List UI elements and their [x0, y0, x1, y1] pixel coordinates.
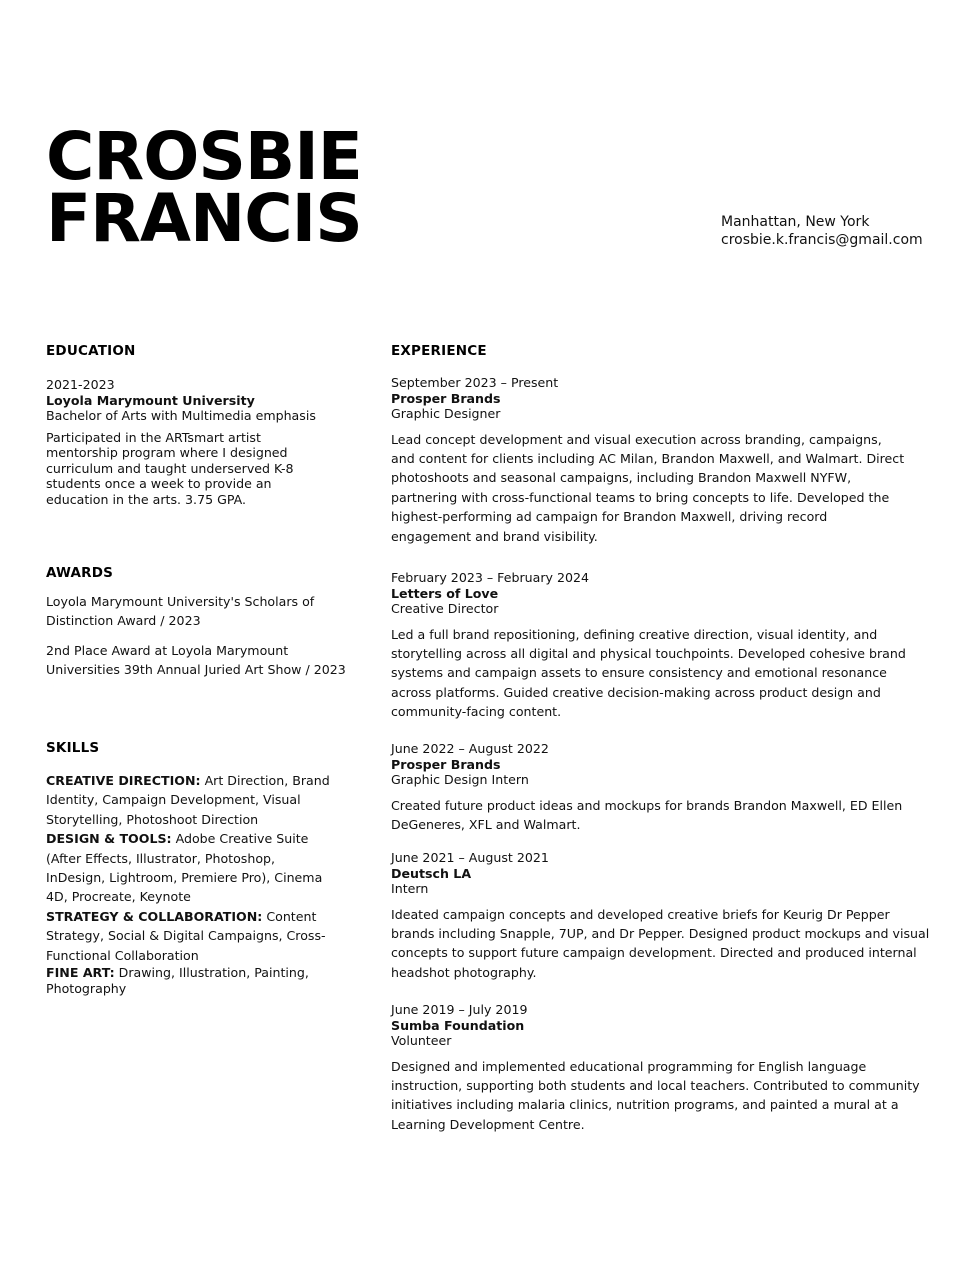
award-item: 2nd Place Award at Loyola Marymount Universities 39th Annual Juried Art Show / 2023	[46, 642, 346, 678]
location-text: Manhattan, New York	[721, 214, 870, 230]
skills-section	[46, 740, 336, 997]
entry-company: Letters of Love	[391, 585, 499, 601]
entry-company: Prosper Brands	[391, 756, 501, 772]
awards-heading: AWARDS	[46, 565, 114, 581]
entry-description: Led a full brand repositioning, defining creative direction, visual identity, and storytelling across all digital and physical touchpoints. Developed cohesive brand systems and campaign assets to ensure consistency and emotional resonance across platforms. Guided creative decision-making across product design and community-facing content.	[391, 626, 906, 720]
contact-info	[721, 213, 923, 249]
entry-company: Prosper Brands	[391, 390, 501, 406]
education-heading: EDUCATION	[46, 343, 136, 359]
skill-text: Art Direction, Brand Identity, Campaign Development, Visual Storytelling, Photoshoot Direction	[46, 773, 330, 827]
skill-item	[46, 965, 336, 997]
entry-company: Deutsch LA	[391, 865, 472, 881]
entry-dates: February 2023 – February 2024	[391, 570, 590, 585]
experience-entry	[391, 1002, 931, 1134]
education-years: 2021-2023	[46, 377, 115, 392]
entry-role: Volunteer	[391, 1033, 452, 1048]
left-column	[46, 343, 346, 997]
awards-section	[46, 565, 346, 680]
skill-text: Content Strategy, Social & Digital Campaigns, Cross-Functional Collaboration	[46, 908, 326, 963]
right-column	[391, 343, 931, 1132]
skill-item	[46, 907, 336, 965]
skill-text: Drawing, Illustration, Painting, Photography	[46, 965, 309, 997]
first-name: CROSBIE	[46, 118, 362, 195]
entry-role: Creative Director	[391, 601, 499, 616]
education-school: Loyola Marymount University	[46, 392, 255, 408]
entry-description: Lead concept development and visual execution across branding, campaigns, and content for clients including AC Milan, Brandon Maxwell, and Walmart. Direct photoshoots and seasonal campaigns, including Brandon Maxwell NYFW, partnering with cross-functional teams to bring concepts to life. Developed the highest-performing ad campaign for Brandon Maxwell, driving record engagement and brand visibility.	[391, 431, 905, 544]
entry-dates: June 2022 – August 2022	[391, 741, 549, 756]
education-description: Participated in the ARTsmart artist mentorship program where I designed curriculum and taught underserved K-8 students once a week to provide an education in the arts. 3.75 GPA.	[46, 429, 294, 507]
entry-dates: June 2021 – August 2021	[391, 850, 549, 865]
email-text: crosbie.k.francis@gmail.com	[721, 232, 923, 248]
entry-role: Graphic Designer	[391, 406, 501, 421]
skill-item	[46, 829, 336, 907]
experience-entry	[391, 570, 931, 722]
experience-heading: EXPERIENCE	[391, 343, 487, 359]
skill-text: Adobe Creative Suite (After Effects, Illustrator, Photoshop, InDesign, Lightroom, Premiere Pro), Cinema 4D, Procreate, Keynote	[46, 831, 323, 905]
skill-label: FINE ART:	[46, 965, 115, 981]
entry-role: Intern	[391, 881, 429, 896]
skill-label: STRATEGY & COLLABORATION:	[46, 908, 263, 924]
last-name: FRANCIS	[46, 180, 362, 257]
entry-description: Ideated campaign concepts and developed creative briefs for Keurig Dr Pepper brands including Snapple, 7UP, and Dr Pepper. Designed product mockups and visual concepts to support future campaign development. Directed and produced internal headshot photography.	[391, 906, 930, 980]
skill-item	[46, 771, 336, 829]
entry-dates: June 2019 – July 2019	[391, 1002, 528, 1017]
award-item: Loyola Marymount University's Scholars of Distinction Award / 2023	[46, 594, 315, 629]
skills-heading: SKILLS	[46, 740, 100, 756]
entry-company: Sumba Foundation	[391, 1017, 525, 1033]
experience-entry	[391, 741, 931, 834]
experience-entry	[391, 850, 931, 982]
entry-description: Designed and implemented educational programming for English language instruction, supporting both students and local teachers. Contributed to community initiatives including malaria clinics, nutrition programs, and painted a mural at a Learning Development Centre.	[391, 1058, 920, 1132]
entry-description: Created future product ideas and mockups for brands Brandon Maxwell, ED Ellen DeGeneres, XFL and Walmart.	[391, 797, 903, 832]
education-section	[46, 343, 346, 507]
candidate-name	[46, 118, 362, 257]
skills-list	[46, 771, 336, 997]
entry-role: Graphic Design Intern	[391, 772, 529, 787]
skill-label: DESIGN & TOOLS:	[46, 831, 172, 847]
skill-label: CREATIVE DIRECTION:	[46, 773, 201, 788]
education-entry	[46, 377, 346, 507]
education-degree: Bachelor of Arts with Multimedia emphasis	[46, 408, 316, 423]
entry-dates: September 2023 – Present	[391, 375, 559, 390]
experience-entry	[391, 375, 931, 546]
